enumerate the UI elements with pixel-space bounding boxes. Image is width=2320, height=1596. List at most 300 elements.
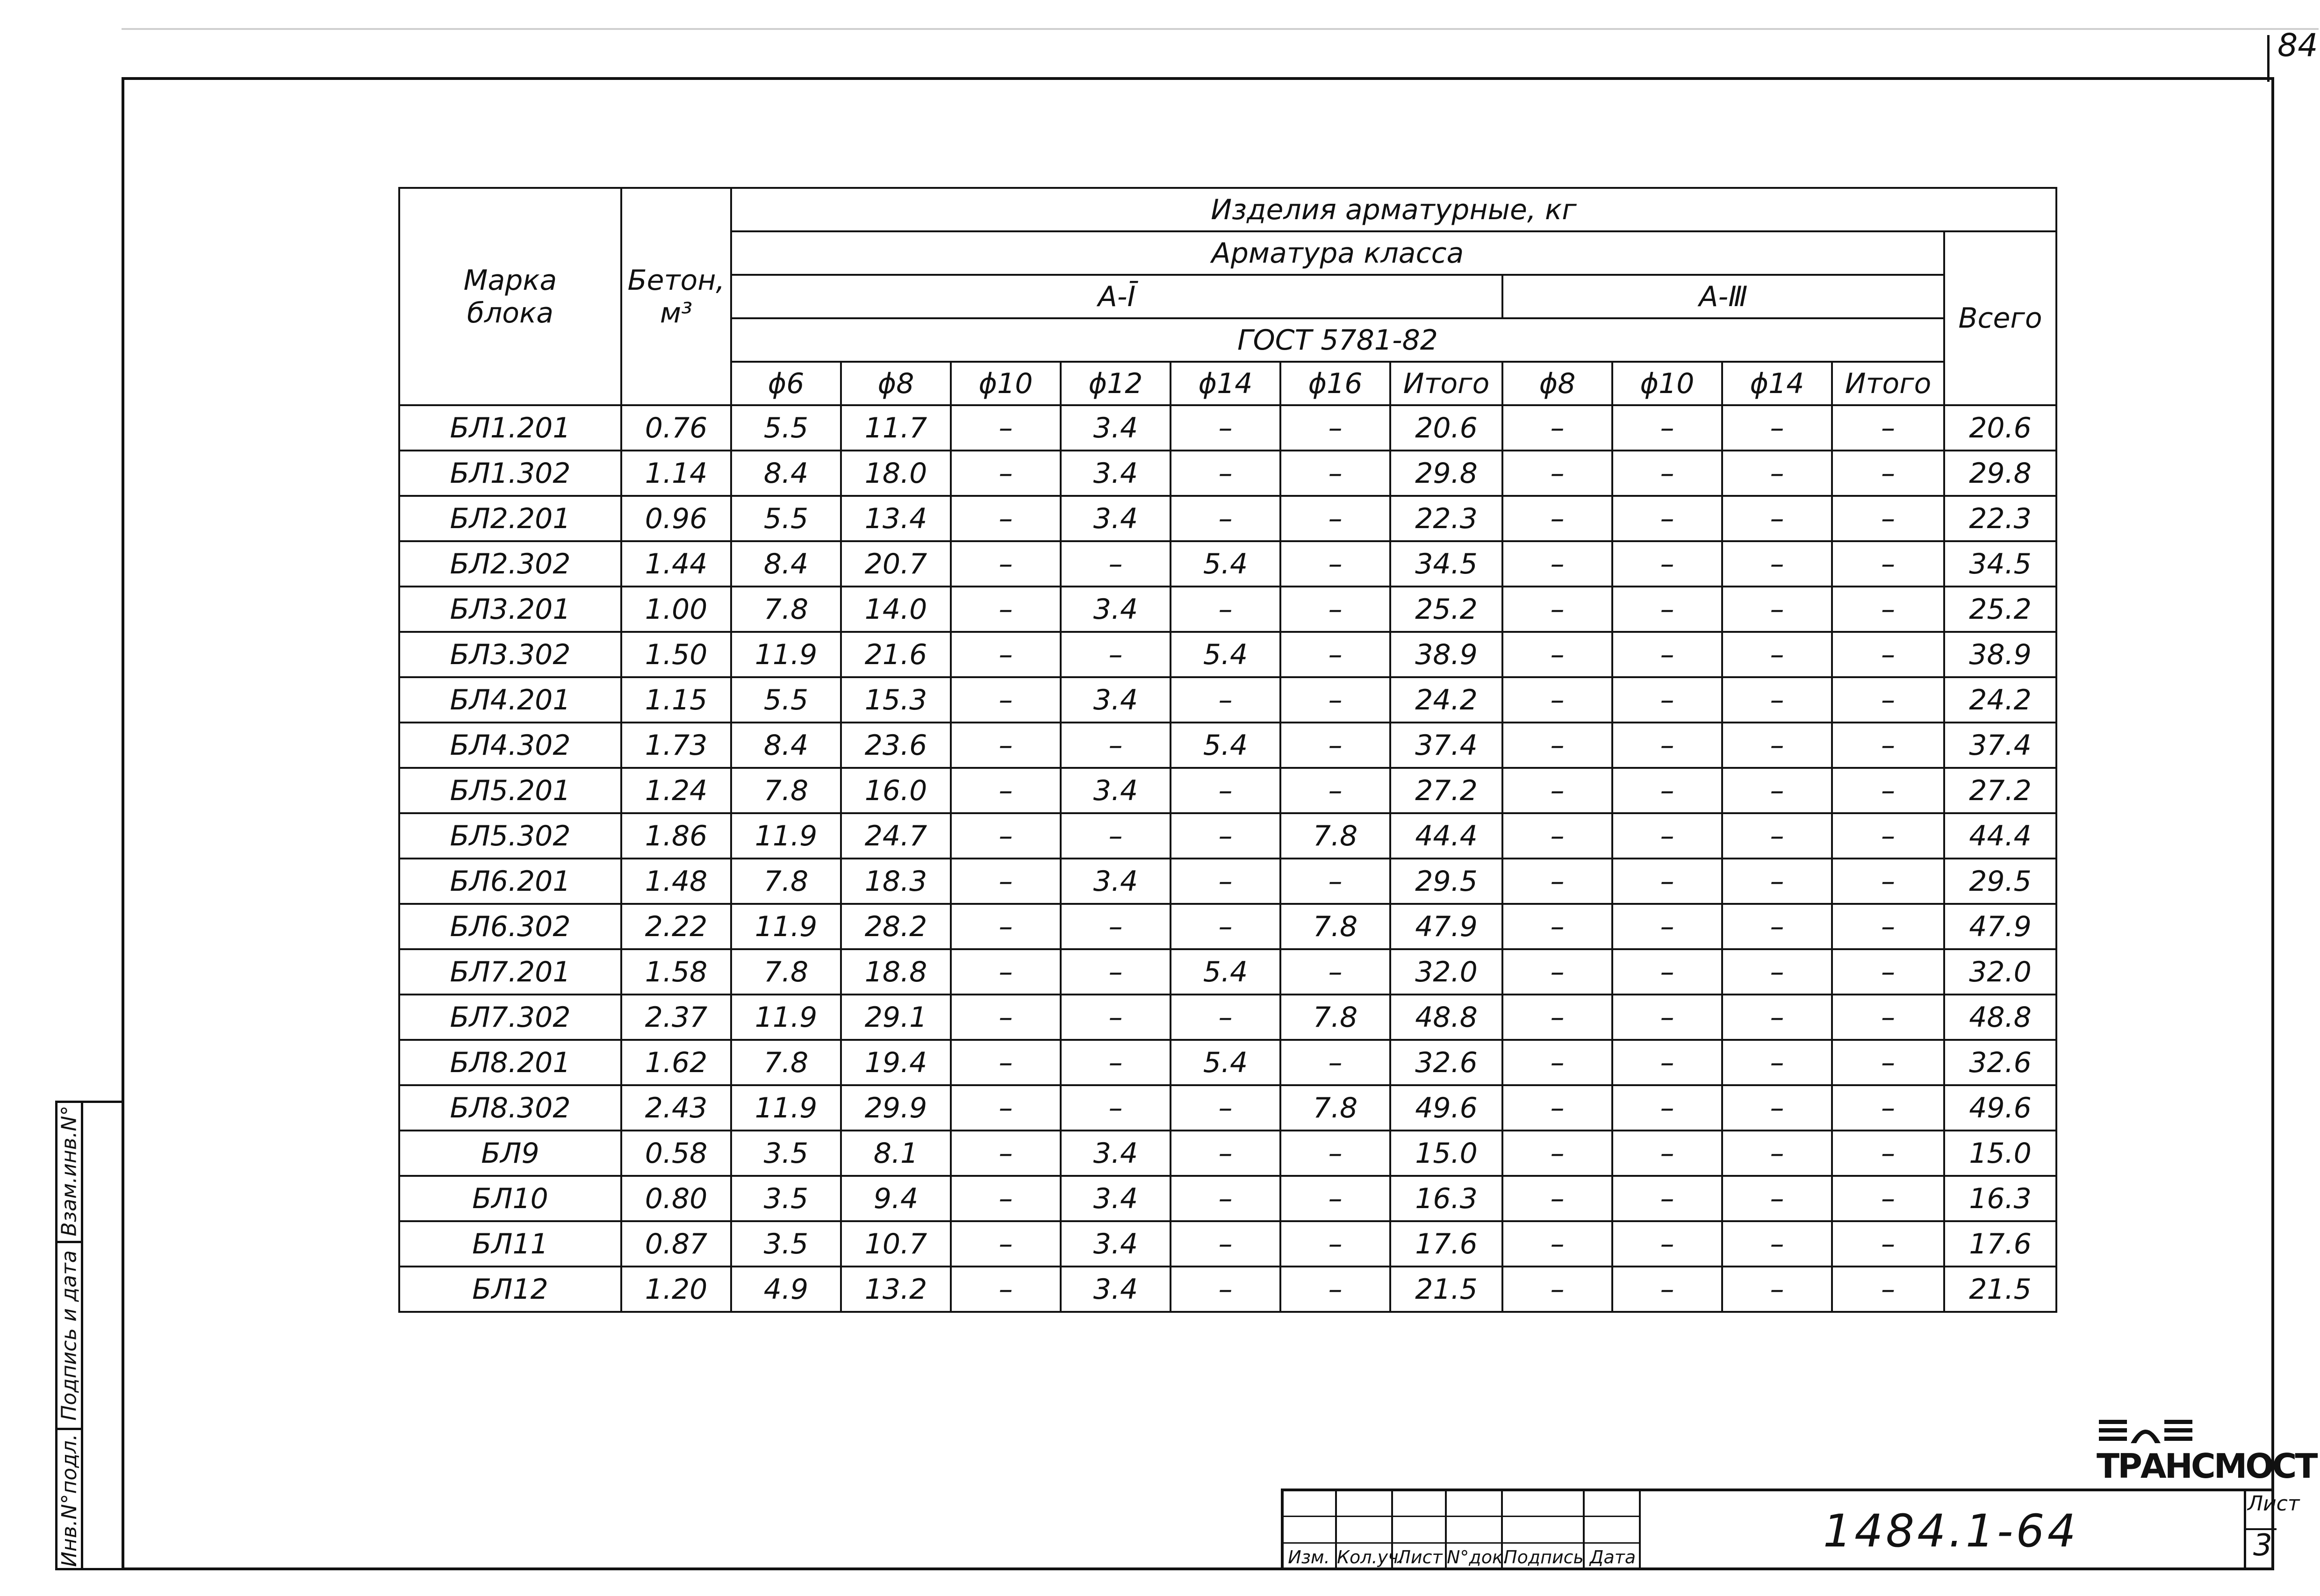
table-cell: – <box>1722 813 1832 859</box>
table-cell: – <box>1502 1131 1612 1176</box>
table-cell: – <box>1832 677 1944 723</box>
table-cell: 16.3 <box>1390 1176 1502 1221</box>
sheet-label: Лист <box>2248 1492 2300 1516</box>
table-cell: – <box>1612 1040 1722 1085</box>
table-cell: – <box>951 1085 1061 1131</box>
header-products: Изделия арматурные, кг <box>731 188 2056 231</box>
table-cell: 14.0 <box>841 587 951 632</box>
block-mark-cell: БЛ4.201 <box>399 677 621 723</box>
table-cell: 29.8 <box>1944 451 2056 496</box>
header-a1-col: ϕ6 <box>731 362 841 405</box>
table-cell: – <box>951 451 1061 496</box>
table-cell: 7.8 <box>1280 904 1390 949</box>
tb-label-date: Дата <box>1589 1547 1636 1567</box>
table-cell: 2.37 <box>621 995 731 1040</box>
table-cell: 2.22 <box>621 904 731 949</box>
table-cell: 1.73 <box>621 723 731 768</box>
table-cell: 3.4 <box>1061 859 1171 904</box>
table-cell: – <box>1280 587 1390 632</box>
table-cell: – <box>1722 496 1832 541</box>
table-cell: 3.4 <box>1061 451 1171 496</box>
block-mark-cell: БЛ3.302 <box>399 632 621 677</box>
table-cell: – <box>1722 859 1832 904</box>
block-mark-cell: БЛ5.201 <box>399 768 621 813</box>
table-cell: 3.5 <box>731 1221 841 1267</box>
table-cell: – <box>1061 723 1171 768</box>
table-cell: – <box>1722 677 1832 723</box>
table-cell: 17.6 <box>1944 1221 2056 1267</box>
table-cell: – <box>951 1221 1061 1267</box>
table-cell: – <box>1171 451 1280 496</box>
table-cell: 3.4 <box>1061 768 1171 813</box>
table-cell: – <box>1832 632 1944 677</box>
table-row <box>399 723 2056 768</box>
tb-label-izm: Изм. <box>1288 1547 1330 1567</box>
table-cell: – <box>1722 949 1832 995</box>
table-cell: 3.4 <box>1061 1131 1171 1176</box>
header-a3-col: ϕ8 <box>1502 362 1612 405</box>
table-cell: 13.2 <box>841 1267 951 1312</box>
table-cell: – <box>1061 632 1171 677</box>
table-cell: – <box>951 677 1061 723</box>
table-cell: – <box>1171 496 1280 541</box>
table-cell: 38.9 <box>1944 632 2056 677</box>
table-cell: 34.5 <box>1390 541 1502 587</box>
table-cell: – <box>1280 1131 1390 1176</box>
block-mark-cell: БЛ11 <box>399 1221 621 1267</box>
table-cell: – <box>951 405 1061 451</box>
table-cell: 9.4 <box>841 1176 951 1221</box>
table-cell: – <box>1722 632 1832 677</box>
table-cell: – <box>1612 541 1722 587</box>
table-cell: 0.76 <box>621 405 731 451</box>
table-cell: 8.4 <box>731 451 841 496</box>
table-cell: – <box>1832 723 1944 768</box>
table-cell: – <box>1612 677 1722 723</box>
table-cell: 48.8 <box>1944 995 2056 1040</box>
table-cell: 29.5 <box>1944 859 2056 904</box>
table-cell: – <box>1832 1085 1944 1131</box>
table-cell: 8.4 <box>731 723 841 768</box>
table-cell: – <box>1280 632 1390 677</box>
table-row <box>399 587 2056 632</box>
table-cell: – <box>1612 1085 1722 1131</box>
table-cell: 1.86 <box>621 813 731 859</box>
sheet-number: 3 <box>2253 1528 2272 1563</box>
table-cell: – <box>1171 1085 1280 1131</box>
table-cell: 1.14 <box>621 451 731 496</box>
table-cell: – <box>1171 859 1280 904</box>
table-cell: 7.8 <box>731 859 841 904</box>
table-cell: 7.8 <box>731 768 841 813</box>
table-cell: – <box>1502 1267 1612 1312</box>
table-cell: – <box>1280 451 1390 496</box>
table-row <box>399 451 2056 496</box>
tb-label-list: Лист <box>1397 1547 1443 1567</box>
table-cell: 38.9 <box>1390 632 1502 677</box>
table-cell: – <box>1280 496 1390 541</box>
table-cell: – <box>1502 1085 1612 1131</box>
table-cell: – <box>1171 995 1280 1040</box>
table-cell: 19.4 <box>841 1040 951 1085</box>
table-cell: 4.9 <box>731 1267 841 1312</box>
block-mark-cell: БЛ1.302 <box>399 451 621 496</box>
table-cell: – <box>1280 723 1390 768</box>
logo-text: ТРАНСМОСТ <box>2097 1446 2316 1486</box>
table-cell: 5.4 <box>1171 723 1280 768</box>
table-cell: – <box>1502 723 1612 768</box>
table-cell: – <box>1061 949 1171 995</box>
table-cell: – <box>1832 1040 1944 1085</box>
table-cell: 20.6 <box>1944 405 2056 451</box>
table-cell: 3.4 <box>1061 677 1171 723</box>
header-class: Арматура класса <box>731 231 1944 275</box>
block-mark-cell: БЛ3.201 <box>399 587 621 632</box>
table-cell: – <box>1612 1221 1722 1267</box>
table-cell: 47.9 <box>1944 904 2056 949</box>
block-mark-cell: БЛ5.302 <box>399 813 621 859</box>
table-cell: – <box>951 587 1061 632</box>
table-cell: – <box>1722 1176 1832 1221</box>
header-a1-col: ϕ12 <box>1061 362 1171 405</box>
table-cell: – <box>951 813 1061 859</box>
table-row <box>399 995 2056 1040</box>
table-cell: 0.80 <box>621 1176 731 1221</box>
table-cell: 3.4 <box>1061 1267 1171 1312</box>
table-cell: 49.6 <box>1390 1085 1502 1131</box>
table-cell: 22.3 <box>1944 496 2056 541</box>
table-cell: – <box>951 949 1061 995</box>
table-cell: 16.0 <box>841 768 951 813</box>
table-cell: – <box>1280 1176 1390 1221</box>
table-cell: – <box>1832 405 1944 451</box>
block-mark-cell: БЛ2.201 <box>399 496 621 541</box>
table-cell: – <box>1061 813 1171 859</box>
table-cell: – <box>1722 904 1832 949</box>
table-row <box>399 1085 2056 1131</box>
table-cell: 24.7 <box>841 813 951 859</box>
table-cell: – <box>1171 904 1280 949</box>
table-cell: 1.44 <box>621 541 731 587</box>
table-cell: 44.4 <box>1390 813 1502 859</box>
table-cell: 5.5 <box>731 405 841 451</box>
header-gost: ГОСТ 5781-82 <box>731 318 1944 362</box>
table-cell: 21.5 <box>1944 1267 2056 1312</box>
table-cell: – <box>1612 859 1722 904</box>
header-a1-col: ϕ16 <box>1280 362 1390 405</box>
binding-field-inventory: Инв.N°подл. <box>55 1428 83 1570</box>
table-row <box>399 632 2056 677</box>
document-code: 1484.1-64 <box>1823 1505 2079 1557</box>
table-cell: 1.62 <box>621 1040 731 1085</box>
table-cell: 29.8 <box>1390 451 1502 496</box>
table-row <box>399 904 2056 949</box>
table-cell: 13.4 <box>841 496 951 541</box>
table-cell: 37.4 <box>1390 723 1502 768</box>
table-cell: 17.6 <box>1390 1221 1502 1267</box>
table-cell: – <box>1722 1131 1832 1176</box>
table-cell: – <box>1502 451 1612 496</box>
table-cell: – <box>1280 949 1390 995</box>
table-cell: – <box>1171 1176 1280 1221</box>
table-cell: – <box>1722 1085 1832 1131</box>
table-cell: 24.2 <box>1944 677 2056 723</box>
table-cell: – <box>1832 1267 1944 1312</box>
table-cell: – <box>1171 1131 1280 1176</box>
table-cell: – <box>1722 768 1832 813</box>
binding-field-signature: Подпись и дата <box>55 1241 83 1428</box>
table-cell: 1.00 <box>621 587 731 632</box>
table-cell: 32.6 <box>1390 1040 1502 1085</box>
table-row <box>399 1040 2056 1085</box>
table-cell: – <box>1061 904 1171 949</box>
header-total: Всего <box>1944 231 2056 405</box>
table-cell: – <box>951 541 1061 587</box>
table-cell: – <box>1502 677 1612 723</box>
table-cell: 7.8 <box>731 949 841 995</box>
table-cell: – <box>951 768 1061 813</box>
table-cell: – <box>1280 768 1390 813</box>
table-cell: 27.2 <box>1390 768 1502 813</box>
table-cell: – <box>1171 1267 1280 1312</box>
table-row <box>399 1176 2056 1221</box>
table-row <box>399 405 2056 451</box>
table-cell: 27.2 <box>1944 768 2056 813</box>
block-mark-cell: БЛ7.302 <box>399 995 621 1040</box>
block-mark-cell: БЛ7.201 <box>399 949 621 995</box>
table-cell: 23.6 <box>841 723 951 768</box>
table-cell: – <box>1280 1221 1390 1267</box>
table-cell: – <box>1832 1221 1944 1267</box>
table-cell: – <box>951 1131 1061 1176</box>
table-row <box>399 1131 2056 1176</box>
table-cell: 32.0 <box>1944 949 2056 995</box>
table-cell: – <box>1502 541 1612 587</box>
header-a1-col: ϕ10 <box>951 362 1061 405</box>
table-cell: – <box>1722 541 1832 587</box>
table-cell: – <box>1061 995 1171 1040</box>
header-a1-col: ϕ14 <box>1171 362 1280 405</box>
table-cell: – <box>1722 451 1832 496</box>
table-cell: 3.4 <box>1061 496 1171 541</box>
block-mark-cell: БЛ2.302 <box>399 541 621 587</box>
table-cell: – <box>1832 904 1944 949</box>
table-cell: – <box>1171 405 1280 451</box>
table-cell: 0.58 <box>621 1131 731 1176</box>
table-cell: – <box>1612 405 1722 451</box>
table-cell: – <box>951 632 1061 677</box>
table-cell: – <box>1502 1221 1612 1267</box>
table-cell: 3.4 <box>1061 1176 1171 1221</box>
header-concrete: Бетон, м³ <box>621 188 731 405</box>
header-a1-col: ϕ8 <box>841 362 951 405</box>
table-cell: 20.7 <box>841 541 951 587</box>
table-cell: – <box>951 1176 1061 1221</box>
table-cell: – <box>1280 405 1390 451</box>
table-cell: – <box>1502 949 1612 995</box>
table-cell: – <box>1280 1267 1390 1312</box>
table-row <box>399 1221 2056 1267</box>
table-cell: – <box>1832 1131 1944 1176</box>
table-cell: 1.50 <box>621 632 731 677</box>
block-mark-cell: БЛ1.201 <box>399 405 621 451</box>
table-cell: – <box>1502 587 1612 632</box>
table-cell: 5.4 <box>1171 541 1280 587</box>
table-cell: – <box>1722 995 1832 1040</box>
table-cell: 1.15 <box>621 677 731 723</box>
table-cell: 5.4 <box>1171 949 1280 995</box>
table-cell: – <box>1612 632 1722 677</box>
table-row <box>399 677 2056 723</box>
table-cell: – <box>1612 768 1722 813</box>
table-cell: 21.6 <box>841 632 951 677</box>
table-cell: – <box>1502 859 1612 904</box>
table-cell: – <box>1171 1221 1280 1267</box>
table-cell: 22.3 <box>1390 496 1502 541</box>
table-cell: 3.5 <box>731 1131 841 1176</box>
table-cell: 11.7 <box>841 405 951 451</box>
page-number-rule <box>2267 35 2270 82</box>
table-cell: 0.87 <box>621 1221 731 1267</box>
block-mark-cell: БЛ8.302 <box>399 1085 621 1131</box>
table-cell: – <box>1280 541 1390 587</box>
table-cell: 29.1 <box>841 995 951 1040</box>
table-cell: – <box>1722 1267 1832 1312</box>
table-cell: – <box>1502 632 1612 677</box>
table-cell: – <box>1832 451 1944 496</box>
table-cell: 25.2 <box>1390 587 1502 632</box>
table-cell: 1.48 <box>621 859 731 904</box>
table-cell: – <box>1502 1040 1612 1085</box>
table-row <box>399 1267 2056 1312</box>
header-a3-col: ϕ10 <box>1612 362 1722 405</box>
table-cell: 21.5 <box>1390 1267 1502 1312</box>
table-cell: – <box>1280 859 1390 904</box>
table-cell: 18.0 <box>841 451 951 496</box>
table-cell: – <box>1832 949 1944 995</box>
binding-column <box>55 1101 83 1570</box>
table-cell: 10.7 <box>841 1221 951 1267</box>
table-cell: – <box>951 723 1061 768</box>
table-cell: – <box>1612 451 1722 496</box>
header-class-a3: А-Ⅲ <box>1502 275 1944 318</box>
header-mark: Марка блока <box>399 188 621 405</box>
table-cell: – <box>1280 677 1390 723</box>
table-cell: 1.24 <box>621 768 731 813</box>
table-row <box>399 859 2056 904</box>
table-cell: 29.5 <box>1390 859 1502 904</box>
table-cell: 11.9 <box>731 813 841 859</box>
table-cell: – <box>1612 995 1722 1040</box>
table-cell: – <box>1502 768 1612 813</box>
table-cell: 5.4 <box>1171 632 1280 677</box>
table-cell: 5.5 <box>731 677 841 723</box>
table-cell: – <box>1502 1176 1612 1221</box>
table-cell: 44.4 <box>1944 813 2056 859</box>
table-cell: – <box>1722 1221 1832 1267</box>
table-cell: 34.5 <box>1944 541 2056 587</box>
table-cell: 29.9 <box>841 1085 951 1131</box>
table-row <box>399 541 2056 587</box>
table-cell: 7.8 <box>731 1040 841 1085</box>
table-cell: – <box>1502 496 1612 541</box>
table-cell: 8.1 <box>841 1131 951 1176</box>
table-row <box>399 496 2056 541</box>
table-cell: 16.3 <box>1944 1176 2056 1221</box>
table-cell: 1.20 <box>621 1267 731 1312</box>
tb-row-line <box>1281 1516 1641 1517</box>
block-mark-cell: БЛ9 <box>399 1131 621 1176</box>
table-cell: 15.3 <box>841 677 951 723</box>
table-cell: 18.8 <box>841 949 951 995</box>
table-cell: 11.9 <box>731 904 841 949</box>
table-cell: – <box>951 1267 1061 1312</box>
table-cell: – <box>1280 1040 1390 1085</box>
table-cell: 32.0 <box>1390 949 1502 995</box>
block-mark-cell: БЛ12 <box>399 1267 621 1312</box>
table-cell: – <box>1171 768 1280 813</box>
table-cell: 49.6 <box>1944 1085 2056 1131</box>
table-cell: 7.8 <box>1280 813 1390 859</box>
table-cell: – <box>1722 587 1832 632</box>
table-cell: – <box>1612 1267 1722 1312</box>
table-cell: 18.3 <box>841 859 951 904</box>
table-cell: 3.5 <box>731 1176 841 1221</box>
table-cell: – <box>1832 1176 1944 1221</box>
table-cell: – <box>1832 541 1944 587</box>
table-cell: – <box>1832 587 1944 632</box>
table-cell: – <box>1612 904 1722 949</box>
page-number: 84 <box>2277 27 2318 64</box>
binding-field-replaced: Взам.инв.N° <box>57 1105 81 1236</box>
table-cell: – <box>1061 1040 1171 1085</box>
table-cell: 7.8 <box>1280 1085 1390 1131</box>
header-a1-col: Итого <box>1390 362 1502 405</box>
table-cell: – <box>951 1040 1061 1085</box>
table-cell: 8.4 <box>731 541 841 587</box>
table-cell: – <box>1502 813 1612 859</box>
table-row <box>399 813 2056 859</box>
table-cell: 32.6 <box>1944 1040 2056 1085</box>
table-cell: 3.4 <box>1061 1221 1171 1267</box>
table-cell: – <box>1612 813 1722 859</box>
table-cell: 25.2 <box>1944 587 2056 632</box>
table-cell: – <box>1502 995 1612 1040</box>
table-cell: – <box>1832 768 1944 813</box>
table-cell: 48.8 <box>1390 995 1502 1040</box>
header-a3-col: Итого <box>1832 362 1944 405</box>
table-cell: – <box>1061 1085 1171 1131</box>
table-cell: – <box>1722 1040 1832 1085</box>
table-cell: 5.5 <box>731 496 841 541</box>
table-cell: – <box>1832 813 1944 859</box>
table-cell: 24.2 <box>1390 677 1502 723</box>
table-cell: 28.2 <box>841 904 951 949</box>
top-rule <box>122 28 2319 30</box>
table-cell: – <box>951 496 1061 541</box>
table-cell: – <box>1171 677 1280 723</box>
table-cell: 1.58 <box>621 949 731 995</box>
table-row <box>399 768 2056 813</box>
table-cell: – <box>951 995 1061 1040</box>
table-cell: 5.4 <box>1171 1040 1280 1085</box>
table-cell: 11.9 <box>731 1085 841 1131</box>
tb-label-sign: Подпись <box>1504 1547 1584 1567</box>
table-cell: 11.9 <box>731 995 841 1040</box>
reinforcement-table <box>398 187 2057 1313</box>
block-mark-cell: БЛ10 <box>399 1176 621 1221</box>
table-cell: 11.9 <box>731 632 841 677</box>
